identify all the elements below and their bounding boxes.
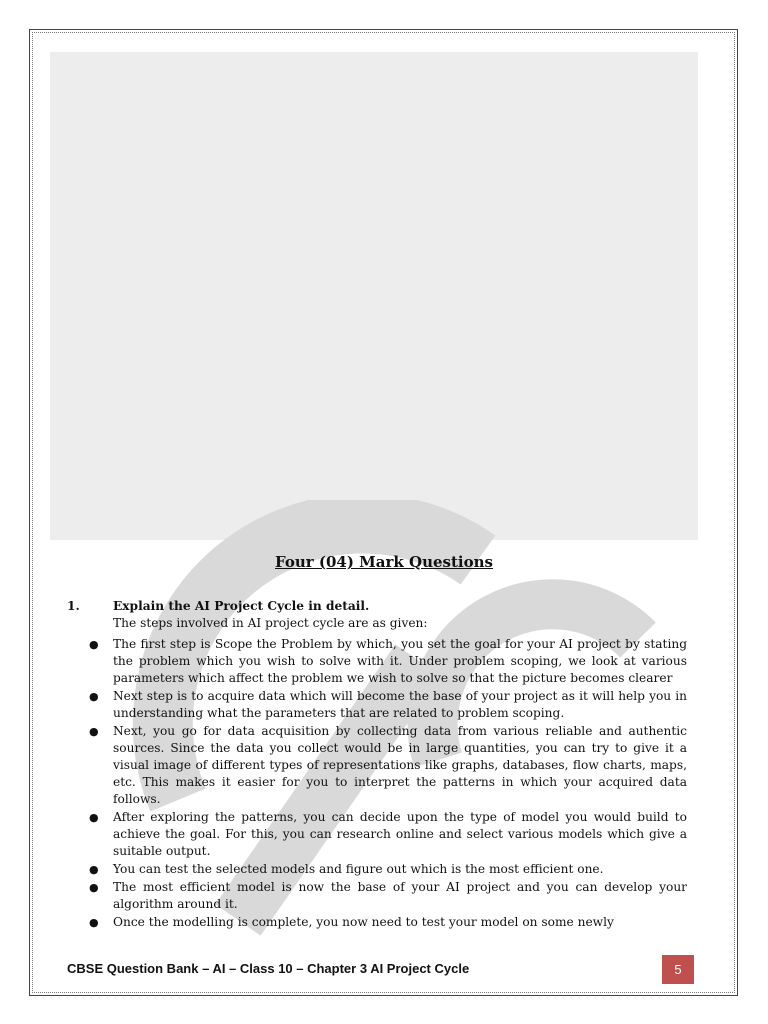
bullet-icon: ● <box>89 690 99 703</box>
list-item: ● Next, you go for data acquisition by collecting data from various reliable and authentic sources. Since the data you collect would be in large quantities, you can try to give it a visual image of different types of representations like graphs, databases, flow charts, maps, etc. This makes it easier for you to interpret the patterns in which your acquired data follows. <box>89 724 687 806</box>
bullet-icon: ● <box>89 725 99 738</box>
question-header <box>67 598 687 615</box>
image-placeholder <box>50 52 698 540</box>
bullet-icon: ● <box>89 916 99 929</box>
bullet-icon: ● <box>89 811 99 824</box>
list-item: ● The first step is Scope the Problem by which, you set the goal for your AI project by stating the problem which you wish to solve with it. Under problem scoping, we look at various parameters which affect the problem we wish to solve so that the picture becomes clearer <box>89 637 687 685</box>
list-item: ● You can test the selected models and figure out which is the most efficient one. <box>89 862 604 876</box>
bullet-icon: ● <box>89 881 99 894</box>
bullet-icon: ● <box>89 863 99 876</box>
list-item: ● Once the modelling is complete, you now need to test your model on some newly <box>89 915 614 929</box>
page-number-badge: 5 <box>662 955 694 984</box>
question-title: Explain the AI Project Cycle in detail. <box>113 599 370 613</box>
question-block <box>67 598 687 932</box>
question-intro: The steps involved in AI project cycle are as given: <box>113 616 428 630</box>
list-item: ● The most efficient model is now the base of your AI project and you can develop your algorithm around it. <box>89 880 687 911</box>
bullet-icon: ● <box>89 638 99 651</box>
list-item: ● Next step is to acquire data which will become the base of your project as it will help you in understanding what the parameters that are related to problem scoping. <box>89 689 687 720</box>
section-heading: Four (04) Mark Questions <box>275 553 493 571</box>
footer-title: CBSE Question Bank – AI – Class 10 – Chapter 3 AI Project Cycle <box>67 961 470 976</box>
answer-list <box>67 636 687 931</box>
list-item: ● After exploring the patterns, you can decide upon the type of model you would build to achieve the goal. For this, you can research online and select various models which give a suitable output. <box>89 810 687 858</box>
question-number: 1. <box>67 599 80 613</box>
